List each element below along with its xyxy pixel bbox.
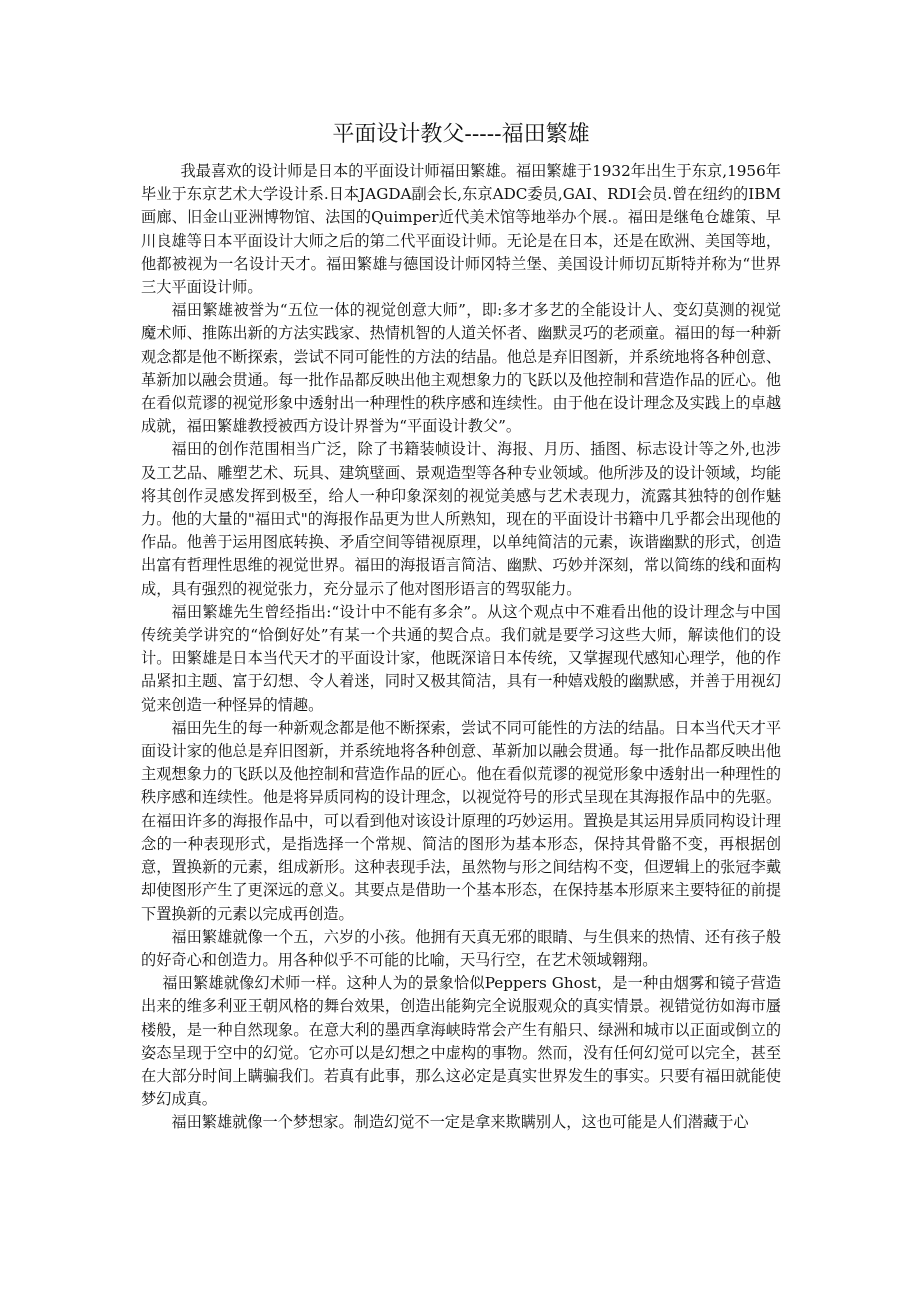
paragraph-1: 我最喜欢的设计师是日本的平面设计师福田繁雄。福田繁雄于1932年出生于东京,1956年毕业于东京艺术大学设计系.日本JAGDA副会长,东京ADC委员,GAI、RDI会员.曾在纽约的IBM画廊、旧金山亚洲博物馆、法国的Quimper近代美术馆等地举办个展.。福田是继龟仓雄策、早川良雄等日本平面设计大师之后的第二代平面设计师。无论是在日本，还是在欧洲、美国等地，他都被视为一名设计天才。福田繁雄与德国设计师冈特兰堡、美国设计师切瓦斯特并称为“世界三大平面设计师。 xyxy=(141,162,781,297)
paragraph-3: 福田的创作范围相当广泛，除了书籍装帧设计、海报、月历、插图、标志设计等之外,也涉及工艺品、雕塑艺术、玩具、建筑壁画、景观造型等各种专业领域。他所涉及的设计领域，均能将其创作灵感发挥到极至，给人一种印象深刻的视觉美感与艺术表现力，流露其独特的创作魅力。他的大量的"福田式"的海报作品更为世人所熟知，现在的平面设计书籍中几乎都会出现他的作品。他善于运用图底转换、矛盾空间等错视原理，以单纯简洁的元素，诙谐幽默的形式，创造出富有哲理性思维的视觉世界。福田的海报语言简洁、幽默、巧妙并深刻，常以简练的线和面构成，具有强烈的视觉张力，充分显示了他对图形语言的驾驭能力。 xyxy=(141,440,781,598)
paragraph-6: 福田繁雄就像一个五，六岁的小孩。他拥有天真无邪的眼睛、与生俱来的热情、还有孩子般的好奇心和创造力。用各种似乎不可能的比喻，天马行空，在艺术领域翱翔。 xyxy=(141,927,781,969)
paragraph-5: 福田先生的每一种新观念都是他不断探索，尝试不同可能性的方法的结晶。日本当代天才平面设计家的他总是弃旧图新，并系统地将各种创意、革新加以融会贯通。每一批作品都反映出他主观想象力的飞跃以及他控制和营造作品的匠心。他在看似荒谬的视觉形象中透射出一种理性的秩序感和连续性。他是将异质同构的设计理念，以视觉符号的形式呈现在其海报作品中的先驱。在福田许多的海报作品中，可以看到他对该设计原理的巧妙运用。置换是其运用异质同构设计理念的一种表现形式，是指选择一个常规、简洁的图形为基本形态，保持其骨骼不变，再根据创意，置换新的元素，组成新形。这种表现手法，虽然物与形之间结构不变，但逻辑上的张冠李戴却使图形产生了更深远的意义。其要点是借助一个基本形态，在保持基本形原来主要特征的前提下置换新的元素以完成再创造。 xyxy=(141,718,781,923)
paragraph-8: 福田繁雄就像一个梦想家。制造幻觉不一定是拿来欺瞒别人，这也可能是人们潜藏于心 xyxy=(171,1113,749,1132)
document-page xyxy=(141,118,781,1135)
paragraph-7: 福田繁雄就像幻术师一样。这种人为的景象恰似Peppers Ghost，是一种由烟雾和镜子营造出来的维多利亚王朝风格的舞台效果，创造出能夠完全说服观众的真实情景。视错觉彷如海市蜃楼般，是一种自然现象。在意大利的墨西拿海峡時常会产生有船只、绿洲和城市以正面或倒立的姿态呈现于空中的幻觉。它亦可以是幻想之中虚构的事物。然而，没有任何幻觉可以完全，甚至在大部分时间上瞒骗我们。若真有此事，那么这必定是真实世界发生的事实。只要有福田就能使梦幻成真。 xyxy=(141,974,781,1109)
document-title: 平面设计教父-----福田繁雄 xyxy=(332,122,590,147)
paragraph-4: 福田繁雄先生曾经指出:“设计中不能有多余”。从这个观点中不难看出他的设计理念与中国传统美学讲究的“恰倒好处”有某一个共通的契合点。我们就是要学习这些大师，解读他们的设计。田繁雄是日本当代天才的平面设计家，他既深谙日本传统，又掌握现代感知心理学，他的作品紧扣主题、富于幻想、令人着迷，同时又极其简洁，具有一种嬉戏般的幽默感，并善于用视幻觉来创造一种怪异的情趣。 xyxy=(141,602,781,714)
paragraph-2: 福田繁雄被誉为“五位一体的视觉创意大师”，即:多才多艺的全能设计人、变幻莫测的视觉魔术师、推陈出新的方法实践家、热情机智的人道关怀者、幽默灵巧的老顽童。福田的每一种新观念都是他不断探索，尝试不同可能性的方法的结晶。他总是弃旧图新，并系统地将各种创意、革新加以融会贯通。每一批作品都反映出他主观想象力的飞跃以及他控制和营造作品的匠心。他在看似荒谬的视觉形象中透射出一种理性的秩序感和连续性。由于他在设计理念及实践上的卓越成就，福田繁雄教授被西方设计界誉为“平面设计教父”。 xyxy=(141,301,781,436)
